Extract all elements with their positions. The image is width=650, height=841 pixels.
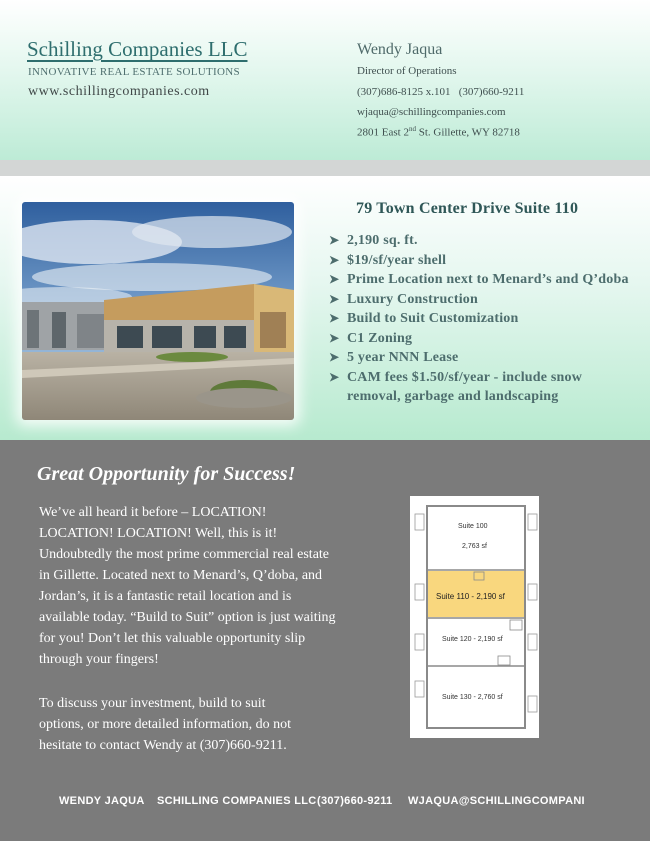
suite-130-label: Suite 130 - 2,760 sf: [442, 694, 503, 701]
company-website[interactable]: www.schillingcompanies.com: [28, 84, 210, 99]
arrow-bullet-icon: ➤: [329, 272, 340, 286]
footer-name: WENDY JAQUA: [59, 795, 145, 807]
address-ordinal: nd: [408, 125, 416, 133]
promo-heading: Great Opportunity for Success!: [37, 463, 296, 485]
promo-section: [0, 440, 650, 841]
contact-email[interactable]: wjaqua@schillingcompanies.com: [357, 106, 506, 118]
header: [0, 0, 650, 160]
arrow-bullet-icon: ➤: [329, 291, 340, 306]
property-section: [0, 176, 650, 440]
promo-contact-text: To discuss your investment, build to suit options, or more detailed information, do not hesitate to contact Wendy at (307)660-9211.: [39, 696, 291, 753]
feature-item: [329, 348, 629, 368]
divider-band: [0, 160, 650, 176]
feature-text: 2,190 sq. ft.: [347, 233, 418, 248]
promo-body: We’ve all heard it before – LOCATION! LOCATION! LOCATION! Well, this is it! Undoubtedly the most prime commercial real estate in Gillette. Located next to Menard’s, Q’doba, and Jordan’s, it is a fantastic retail location and is available today. “Build to Suit” option is just waiting for you! Don’t let this valuable opportunity slip through your fingers!: [39, 505, 336, 667]
feature-text: Prime Location next to Menard’s and Q’doba: [347, 272, 629, 287]
feature-text: CAM fees $1.50/sf/year - include snow removal, garbage and landscaping: [347, 369, 583, 404]
feature-text: 5 year NNN Lease: [347, 350, 459, 365]
contact-phone-office: (307)686-8125 x.101: [357, 86, 451, 98]
feature-text: Build to Suit Customization: [347, 311, 519, 326]
arrow-bullet-icon: ➤: [329, 311, 340, 325]
contact-address: [357, 125, 520, 139]
footer-email[interactable]: WJAQUA@SCHILLINGCOMPANI: [408, 795, 585, 807]
contact-title: Director of Operations: [357, 65, 457, 77]
arrow-bullet-icon: ➤: [329, 252, 340, 267]
contact-phone-cell: (307)660-9211: [458, 86, 525, 98]
feature-text: $19/sf/year shell: [347, 252, 447, 268]
footer-company: SCHILLING COMPANIES LLC: [157, 795, 317, 807]
footer: [0, 795, 650, 815]
feature-list: [329, 231, 629, 407]
feature-text: Luxury Construction: [347, 291, 478, 307]
company-tagline: INNOVATIVE REAL ESTATE SOLUTIONS: [28, 66, 240, 78]
property-title: 79 Town Center Drive Suite 110: [356, 200, 579, 217]
feature-item: [329, 309, 629, 329]
building-photo: [22, 202, 294, 420]
contact-name: Wendy Jaqua: [357, 41, 443, 58]
arrow-bullet-icon: ➤: [329, 330, 340, 345]
suite-100-label: Suite 100: [458, 523, 488, 530]
footer-phone: (307)660-9211: [317, 795, 393, 807]
suite-120-label: Suite 120 - 2,190 sf: [442, 636, 503, 643]
suite-100-size: 2,763 sf: [462, 543, 487, 550]
floor-plan: [410, 496, 539, 738]
address-suffix: St. Gillette, WY 82718: [415, 126, 520, 139]
feature-item: [329, 368, 629, 407]
arrow-bullet-icon: ➤: [329, 233, 340, 247]
feature-item: [329, 231, 629, 251]
contact-phones: [357, 86, 524, 98]
feature-item: [329, 251, 629, 271]
feature-item: [329, 270, 629, 290]
feature-item: [329, 290, 629, 310]
suite-110-label: Suite 110 - 2,190 sf: [436, 592, 505, 601]
company-name: Schilling Companies LLC: [27, 37, 248, 61]
feature-text: C1 Zoning: [347, 330, 413, 346]
arrow-bullet-icon: ➤: [329, 350, 340, 364]
feature-item: [329, 329, 629, 349]
arrow-bullet-icon: ➤: [329, 369, 340, 384]
address-prefix: 2801 East 2: [357, 126, 409, 139]
